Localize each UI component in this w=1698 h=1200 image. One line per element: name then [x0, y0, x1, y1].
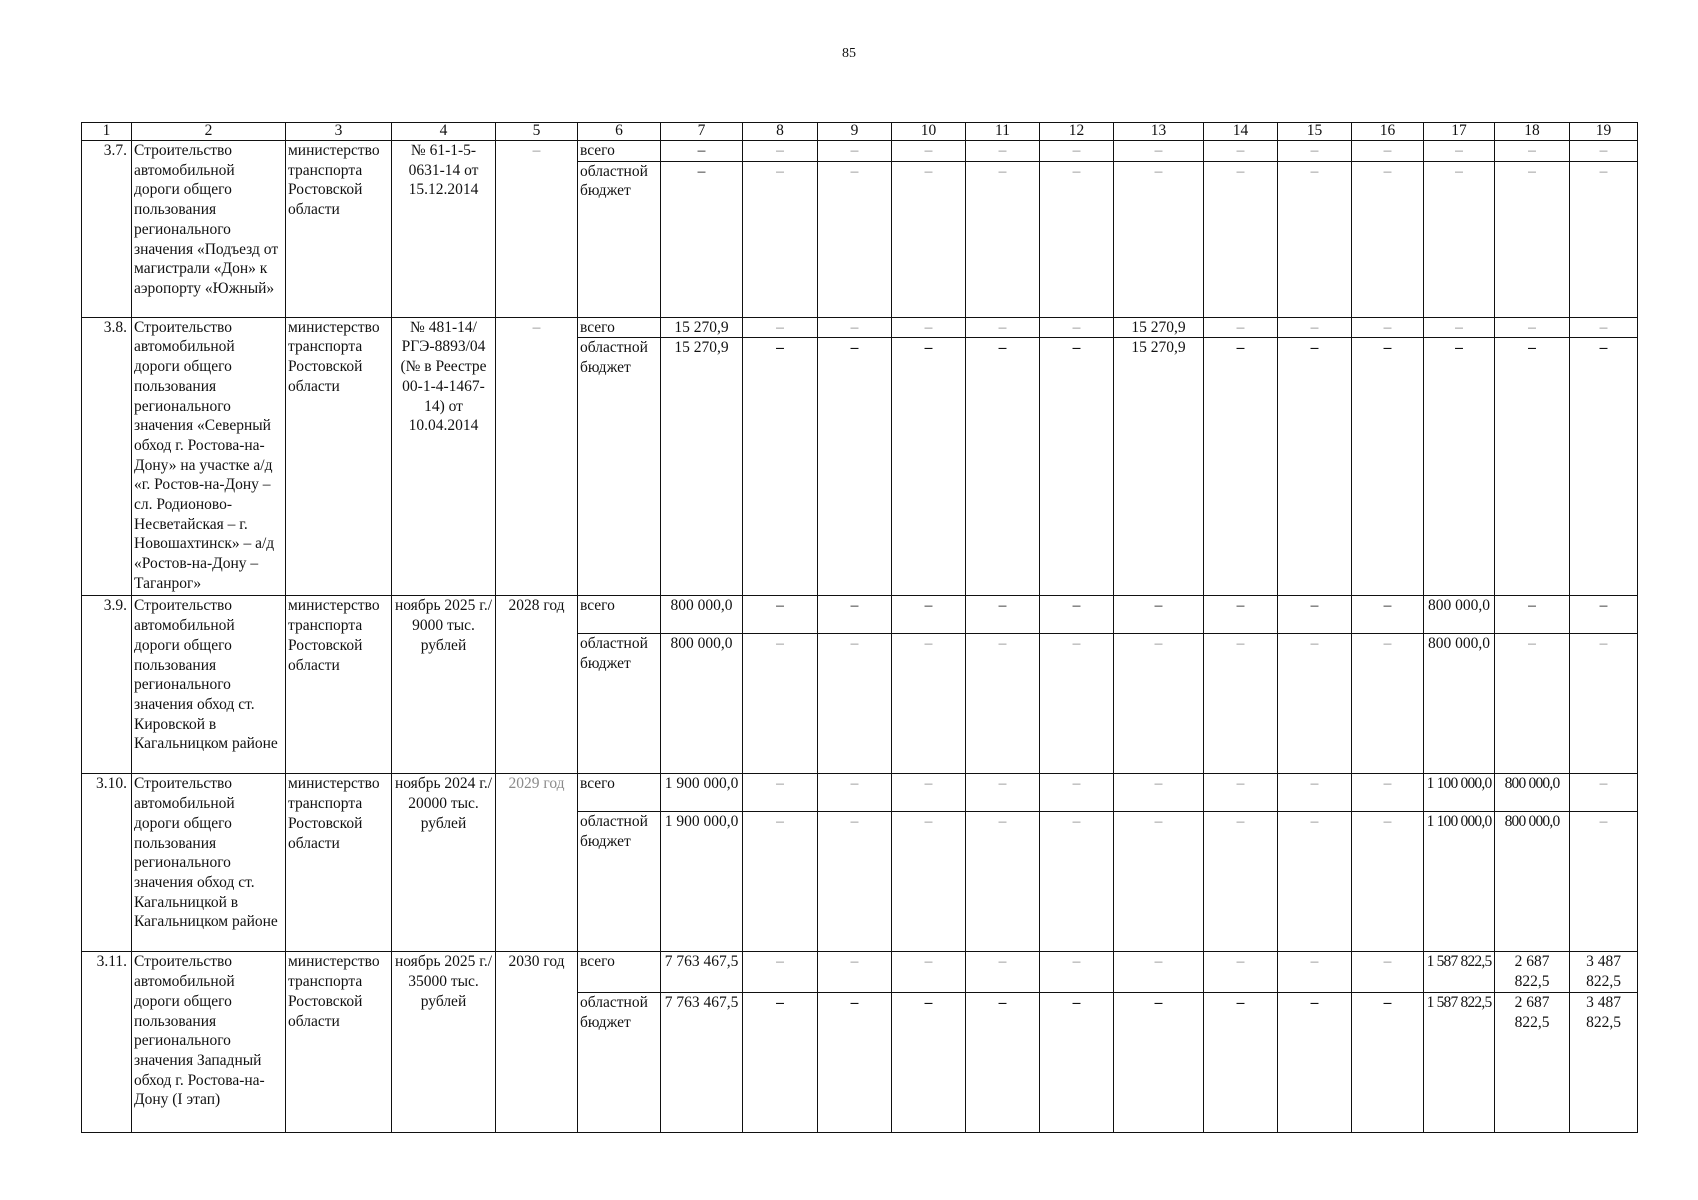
object-name-cell: Строительство автомобильной дороги общего пользования регионального значения «Северный обход г. Ростова-на-Дону» на участке а/д «г. Ростов-на-Дону – сл. Родионово-Несветайская – г. Новошахтинск» – а/д «Ростов-на-Дону – Таганрог»	[132, 317, 286, 596]
column-number-cell: 15	[1278, 123, 1352, 141]
year-value-cell: 1 100 000,0	[1424, 812, 1495, 952]
year-value-cell: –	[892, 634, 966, 774]
year-value-cell: –	[1204, 952, 1278, 992]
year-value-cell: –	[966, 596, 1040, 634]
year-value-cell: 3 487 822,5	[1570, 992, 1638, 1132]
year-value-cell: –	[818, 952, 892, 992]
year-value-cell: –	[743, 992, 818, 1132]
column-number-cell: 10	[892, 123, 966, 141]
year-value-cell: –	[1278, 774, 1352, 812]
executor-cell: министерство транспорта Ростовской области	[286, 596, 392, 774]
year-value-cell: –	[1352, 634, 1424, 774]
year-value-cell: –	[1570, 634, 1638, 774]
year-value-cell: –	[1278, 634, 1352, 774]
column-number-cell: 12	[1040, 123, 1114, 141]
document-cell: ноябрь 2025 г./ 9000 тыс. рублей	[392, 596, 496, 774]
year-value-cell: –	[892, 992, 966, 1132]
object-name-cell: Строительство автомобильной дороги общего пользования регионального значения обход ст. Кагальницкой в Кагальницком районе	[132, 774, 286, 952]
year-value-cell: –	[1040, 992, 1114, 1132]
year-value-cell: –	[1278, 952, 1352, 992]
year-value-cell: –	[892, 774, 966, 812]
column-number-cell: 6	[578, 123, 661, 141]
year-value-cell: 1 100 000,0	[1424, 774, 1495, 812]
year-value-cell: –	[1040, 634, 1114, 774]
year-value-cell: –	[1040, 952, 1114, 992]
column-number-cell: 9	[818, 123, 892, 141]
year-value-cell: 800 000,0	[1495, 812, 1570, 952]
year-value-cell: 3 487 822,5	[1570, 952, 1638, 992]
year-value-cell: –	[1495, 596, 1570, 634]
column-number-cell: 14	[1204, 123, 1278, 141]
year-value-cell: –	[1424, 141, 1495, 162]
column-number-cell: 18	[1495, 123, 1570, 141]
year-value-cell: 1 587 822,5	[1424, 992, 1495, 1132]
year-value-cell: –	[1204, 992, 1278, 1132]
document-cell: № 61-1-5-0631-14 от 15.12.2014	[392, 141, 496, 318]
year-value-cell: –	[818, 774, 892, 812]
year-value-cell: –	[1204, 317, 1278, 338]
year-value-cell: –	[743, 338, 818, 596]
year-value-cell: –	[818, 812, 892, 952]
year-value-cell: –	[1495, 338, 1570, 596]
total-cell: 800 000,0	[661, 596, 743, 634]
column-number-row	[82, 123, 1638, 141]
year-value-cell: –	[1114, 992, 1204, 1132]
column-number-cell: 5	[496, 123, 578, 141]
year-value-cell: –	[818, 992, 892, 1132]
year-value-cell: 800 000,0	[1495, 774, 1570, 812]
year-value-cell: –	[1040, 774, 1114, 812]
year-value-cell: –	[1424, 161, 1495, 317]
total-cell: 800 000,0	[661, 634, 743, 774]
year-value-cell: 2 687 822,5	[1495, 952, 1570, 992]
column-number-cell: 13	[1114, 123, 1204, 141]
year-value-cell: –	[1204, 141, 1278, 162]
year-value-cell: –	[818, 317, 892, 338]
year-value-cell: –	[1114, 774, 1204, 812]
year-value-cell: –	[966, 338, 1040, 596]
row-number-cell: 3.9.	[82, 596, 132, 774]
year-value-cell: –	[1570, 774, 1638, 812]
column-number-cell: 7	[661, 123, 743, 141]
total-cell: 1 900 000,0	[661, 774, 743, 812]
total-cell: –	[661, 141, 743, 162]
page-number: 85	[842, 46, 856, 61]
row-number-cell: 3.11.	[82, 952, 132, 1132]
object-name-cell: Строительство автомобильной дороги общего пользования регионального значения Западный обход г. Ростова-на-Дону (I этап)	[132, 952, 286, 1132]
row-number-cell: 3.10.	[82, 774, 132, 952]
funding-source-cell: областной бюджет	[578, 634, 661, 774]
column-number-cell: 19	[1570, 123, 1638, 141]
year-value-cell: –	[1204, 774, 1278, 812]
completion-year-cell: 2029 год	[496, 774, 578, 952]
year-value-cell: –	[1495, 634, 1570, 774]
total-cell: 7 763 467,5	[661, 992, 743, 1132]
year-value-cell: –	[1040, 338, 1114, 596]
object-name-cell: Строительство автомобильной дороги общего пользования регионального значения обход ст. Кировской в Кагальницком районе	[132, 596, 286, 774]
year-value-cell: –	[1352, 774, 1424, 812]
year-value-cell: –	[743, 161, 818, 317]
year-value-cell: –	[892, 317, 966, 338]
funding-source-cell: областной бюджет	[578, 992, 661, 1132]
year-value-cell: –	[1204, 634, 1278, 774]
year-value-cell: –	[1114, 812, 1204, 952]
year-value-cell: –	[1114, 161, 1204, 317]
year-value-cell: –	[1495, 161, 1570, 317]
year-value-cell: –	[892, 161, 966, 317]
total-cell: 1 900 000,0	[661, 812, 743, 952]
year-value-cell: –	[1278, 141, 1352, 162]
year-value-cell: –	[743, 774, 818, 812]
year-value-cell: –	[1570, 338, 1638, 596]
year-value-cell: –	[1040, 812, 1114, 952]
total-cell: 15 270,9	[661, 338, 743, 596]
year-value-cell: –	[1204, 812, 1278, 952]
row-number-cell: 3.8.	[82, 317, 132, 596]
year-value-cell: –	[1278, 992, 1352, 1132]
year-value-cell: –	[966, 141, 1040, 162]
column-number-cell: 16	[1352, 123, 1424, 141]
completion-year-cell: 2028 год	[496, 596, 578, 774]
year-value-cell: –	[818, 338, 892, 596]
funding-source-cell: всего	[578, 141, 661, 162]
total-cell: 7 763 467,5	[661, 952, 743, 992]
year-value-cell: –	[1495, 317, 1570, 338]
year-value-cell: –	[743, 596, 818, 634]
year-value-cell: –	[1204, 596, 1278, 634]
year-value-cell: –	[1278, 161, 1352, 317]
year-value-cell: –	[1352, 952, 1424, 992]
year-value-cell: –	[1114, 634, 1204, 774]
year-value-cell: –	[1278, 596, 1352, 634]
year-value-cell: –	[966, 634, 1040, 774]
object-name-cell: Строительство автомобильной дороги общего пользования регионального значения «Подъезд от магистрали «Дон» к аэропорту «Южный»	[132, 141, 286, 318]
year-value-cell: –	[1278, 317, 1352, 338]
document-cell: № 481-14/РГЭ-8893/04 (№ в Реестре 00-1-4-1467-14) от 10.04.2014	[392, 317, 496, 596]
funding-source-cell: всего	[578, 596, 661, 634]
year-value-cell: –	[1204, 338, 1278, 596]
year-value-cell: –	[1570, 141, 1638, 162]
year-value-cell: –	[892, 952, 966, 992]
column-number-cell: 3	[286, 123, 392, 141]
row-number-cell: 3.7.	[82, 141, 132, 318]
column-number-cell: 8	[743, 123, 818, 141]
year-value-cell: –	[1352, 317, 1424, 338]
year-value-cell: –	[1424, 317, 1495, 338]
year-value-cell: –	[1570, 812, 1638, 952]
executor-cell: министерство транспорта Ростовской области	[286, 952, 392, 1132]
funding-source-cell: всего	[578, 952, 661, 992]
year-value-cell: –	[818, 634, 892, 774]
year-value-cell: –	[1352, 161, 1424, 317]
column-number-cell: 11	[966, 123, 1040, 141]
year-value-cell: –	[818, 596, 892, 634]
year-value-cell: –	[966, 317, 1040, 338]
table-row	[82, 596, 1638, 634]
year-value-cell: –	[1278, 338, 1352, 596]
year-value-cell: –	[1114, 596, 1204, 634]
table-row	[82, 952, 1638, 992]
year-value-cell: 800 000,0	[1424, 596, 1495, 634]
year-value-cell: –	[1114, 141, 1204, 162]
year-value-cell: 1 587 822,5	[1424, 952, 1495, 992]
year-value-cell: 15 270,9	[1114, 338, 1204, 596]
year-value-cell: –	[966, 161, 1040, 317]
total-cell: –	[661, 161, 743, 317]
year-value-cell: –	[1040, 317, 1114, 338]
document-cell: ноябрь 2024 г./ 20000 тыс. рублей	[392, 774, 496, 952]
completion-year-cell: 2030 год	[496, 952, 578, 1132]
year-value-cell: –	[743, 952, 818, 992]
year-value-cell: –	[743, 317, 818, 338]
completion-year-cell: –	[496, 141, 578, 318]
year-value-cell: –	[966, 992, 1040, 1132]
column-number-cell: 4	[392, 123, 496, 141]
executor-cell: министерство транспорта Ростовской области	[286, 141, 392, 318]
funding-source-cell: всего	[578, 774, 661, 812]
document-cell: ноябрь 2025 г./ 35000 тыс. рублей	[392, 952, 496, 1132]
year-value-cell: –	[743, 141, 818, 162]
year-value-cell: –	[966, 812, 1040, 952]
executor-cell: министерство транспорта Ростовской области	[286, 317, 392, 596]
funding-source-cell: всего	[578, 317, 661, 338]
year-value-cell: –	[818, 161, 892, 317]
year-value-cell: –	[818, 141, 892, 162]
year-value-cell: –	[743, 634, 818, 774]
year-value-cell: –	[1424, 338, 1495, 596]
year-value-cell: –	[1040, 161, 1114, 317]
year-value-cell: 2 687 822,5	[1495, 992, 1570, 1132]
year-value-cell: –	[1278, 812, 1352, 952]
year-value-cell: –	[892, 338, 966, 596]
table-row	[82, 317, 1638, 338]
column-number-cell: 17	[1424, 123, 1495, 141]
column-number-cell: 1	[82, 123, 132, 141]
year-value-cell: –	[1570, 317, 1638, 338]
year-value-cell: –	[966, 952, 1040, 992]
year-value-cell: –	[1352, 992, 1424, 1132]
year-value-cell: 800 000,0	[1424, 634, 1495, 774]
budget-table	[81, 122, 1638, 1133]
year-value-cell: –	[892, 596, 966, 634]
year-value-cell: –	[1352, 812, 1424, 952]
year-value-cell: –	[1495, 141, 1570, 162]
year-value-cell: –	[1352, 596, 1424, 634]
funding-source-cell: областной бюджет	[578, 338, 661, 596]
year-value-cell: –	[1570, 161, 1638, 317]
completion-year-cell: –	[496, 317, 578, 596]
year-value-cell: –	[1114, 952, 1204, 992]
table-row	[82, 141, 1638, 162]
year-value-cell: –	[1352, 338, 1424, 596]
executor-cell: министерство транспорта Ростовской области	[286, 774, 392, 952]
funding-source-cell: областной бюджет	[578, 161, 661, 317]
year-value-cell: –	[966, 774, 1040, 812]
year-value-cell: –	[892, 141, 966, 162]
table-row	[82, 774, 1638, 812]
column-number-cell: 2	[132, 123, 286, 141]
year-value-cell: –	[1570, 596, 1638, 634]
year-value-cell: –	[1040, 141, 1114, 162]
year-value-cell: –	[1352, 141, 1424, 162]
funding-source-cell: областной бюджет	[578, 812, 661, 952]
year-value-cell: –	[892, 812, 966, 952]
year-value-cell: –	[743, 812, 818, 952]
total-cell: 15 270,9	[661, 317, 743, 338]
year-value-cell: –	[1204, 161, 1278, 317]
year-value-cell: –	[1040, 596, 1114, 634]
year-value-cell: 15 270,9	[1114, 317, 1204, 338]
